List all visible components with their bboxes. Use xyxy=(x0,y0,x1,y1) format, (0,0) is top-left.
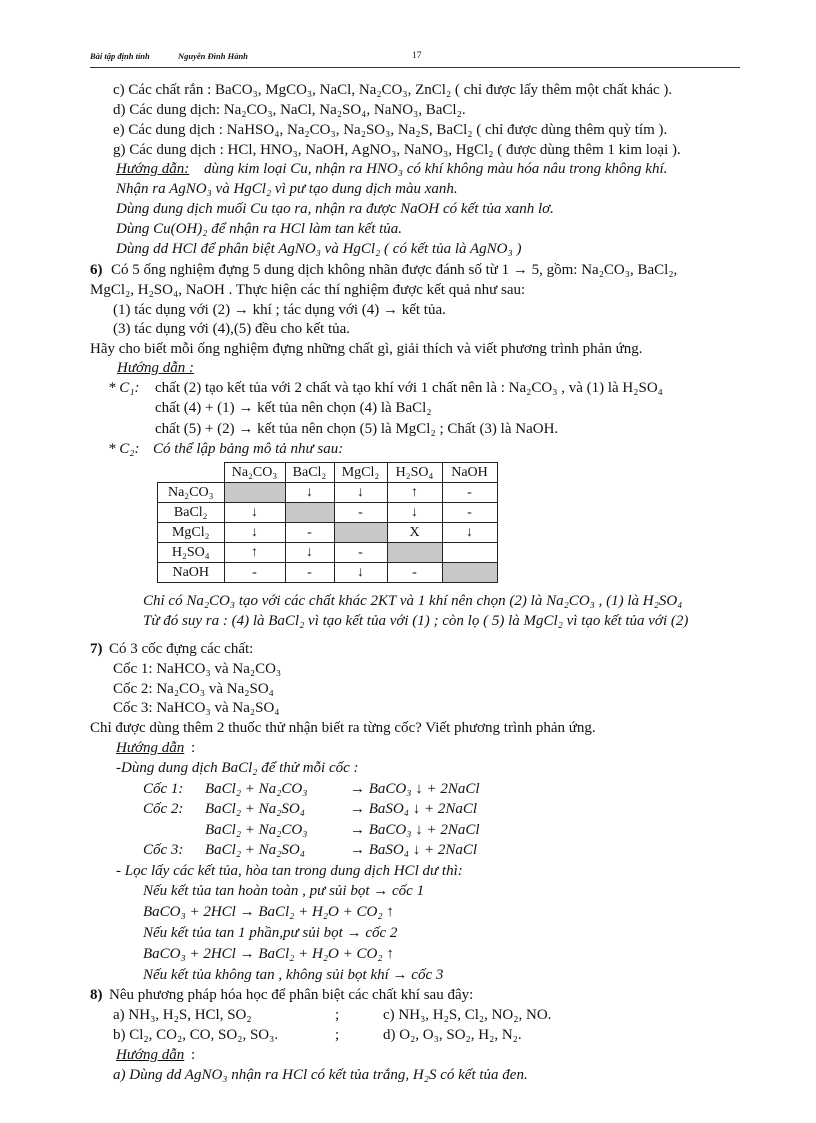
text-line: Từ đó suy ra : (4) là BaCl₂ vì tạo kết tủa với (1) ; còn lọ ( 5) là MgCl₂ vì tạo kết tủa với (2) xyxy=(143,613,689,629)
table-cell: ↓ xyxy=(334,483,387,503)
text-line: Nếu kết tủa tan 1 phần,pư sủi bọt → cốc 2 xyxy=(143,925,398,941)
guide-heading: Hướng dẫn : xyxy=(117,360,195,376)
table-cell xyxy=(285,503,334,523)
text-line: g) Các dung dịch : HCl, HNO₃, NaOH, AgNO₃, NaNO₃, HgCl₂ ( được dùng thêm 1 kim loại ). xyxy=(113,142,681,158)
table-cell: ↓ xyxy=(224,523,285,543)
table-corner xyxy=(158,463,225,483)
guide-heading: Hướng dẫn: xyxy=(116,161,190,177)
text-line: Chỉ có Na₂CO₃ tạo với các chất khác 2KT và 1 khí nên chọn (2) là Na₂CO₃ , (1) là H₂SO₄ xyxy=(143,593,683,609)
method-label: * C₁: xyxy=(108,380,140,396)
header-author: Nguyễn Đình Hành xyxy=(178,51,248,61)
text-line: Nếu kết tủa không tan , không sủi bọt khí → cốc 3 xyxy=(143,967,444,983)
table-row xyxy=(158,543,498,563)
text-line: MgCl₂, H₂SO₄, NaOH . Thực hiện các thí nghiệm được kết quả như sau: xyxy=(90,282,526,298)
equation-products: → BaCO₃ ↓ + 2NaCl xyxy=(350,781,480,797)
text-line: - Lọc lấy các kết tủa, hòa tan trong dung dịch HCl dư thì: xyxy=(116,863,463,879)
column-header: NaOH xyxy=(442,463,497,483)
question-number: 8) xyxy=(90,987,103,1003)
text-line: Có 3 cốc đựng các chất: xyxy=(109,641,254,657)
column-header: MgCl₂ xyxy=(334,463,387,483)
header-title: Bài tập định tính xyxy=(90,51,150,61)
text-line: : xyxy=(191,1047,196,1063)
table-cell xyxy=(442,563,497,583)
row-header: H₂SO₄ xyxy=(158,543,225,563)
option-b: b) Cl₂, CO₂, CO, SO₂, SO₃. xyxy=(113,1027,279,1043)
column-header: BaCl₂ xyxy=(285,463,334,483)
text-line: Hãy cho biết mỗi ống nghiệm đựng những chất gì, giải thích và viết phương trình phản ứng. xyxy=(90,341,643,357)
equation-products: → BaSO₄ ↓ + 2NaCl xyxy=(350,842,478,858)
page-number: 17 xyxy=(412,51,422,61)
table-cell: ↓ xyxy=(224,503,285,523)
equation-products: → BaSO₄ ↓ + 2NaCl xyxy=(350,801,478,817)
column-header: Na₂CO₃ xyxy=(224,463,285,483)
question-number: 7) xyxy=(90,641,103,657)
method-label: * C₂: xyxy=(108,441,140,457)
equation-reactants: BaCl₂ + Na₂SO₄ xyxy=(205,842,305,858)
table-cell xyxy=(387,543,442,563)
text-line: Chỉ được dùng thêm 2 thuốc thử nhận biết ra từng cốc? Viết phương trình phản ứng. xyxy=(90,720,596,736)
equation-line: BaCO₃ + 2HCl → BaCl₂ + H₂O + CO₂ ↑ xyxy=(143,946,394,962)
text-line: chất (5) + (2) → kết tủa nên chọn (5) là MgCl₂ ; Chất (3) là NaOH. xyxy=(155,421,559,437)
table-cell: - xyxy=(334,543,387,563)
text-line: Có 5 ống nghiệm đựng 5 dung dịch không nhãn được đánh số từ 1 → 5, gồm: Na₂CO₃, BaCl₂, xyxy=(111,262,678,278)
table-cell: ↓ xyxy=(387,503,442,523)
reaction-table xyxy=(157,462,498,583)
table-row xyxy=(158,483,498,503)
text-line: Dùng dd HCl để phân biệt AgNO₃ và HgCl₂ ( có kết tủa là AgNO₃ ) xyxy=(116,241,522,257)
text-line: e) Các dung dịch : NaHSO₄, Na₂CO₃, Na₂SO₃, Na₂S, BaCl₂ ( chỉ được dùng thêm quỳ tím ). xyxy=(113,122,668,138)
text-line: Nếu kết tủa tan hoàn toàn , pư sủi bọt → cốc 1 xyxy=(143,883,425,899)
table-cell: - xyxy=(285,523,334,543)
row-header: MgCl₂ xyxy=(158,523,225,543)
table-cell: ↑ xyxy=(224,543,285,563)
text-line: Nêu phương pháp hóa học để phân biệt các chất khí sau đây: xyxy=(109,987,474,1003)
cup-label: Cốc 3: xyxy=(143,842,184,858)
option-c: c) NH₃, H₂S, Cl₂, NO₂, NO. xyxy=(383,1007,552,1023)
text-line: -Dùng dung dịch BaCl₂ để thử mỗi cốc : xyxy=(116,760,359,776)
option-d: d) O₂, O₃, SO₂, H₂, N₂. xyxy=(383,1027,522,1043)
table-cell: ↓ xyxy=(334,563,387,583)
text-line: c) Các chất rắn : BaCO₃, MgCO₃, NaCl, Na₂CO₃, ZnCl₂ ( chỉ được lấy thêm một chất khác ). xyxy=(113,82,673,98)
equation-reactants: BaCl₂ + Na₂SO₄ xyxy=(205,801,305,817)
cup-label: Cốc 2: xyxy=(143,801,184,817)
table-cell: ↓ xyxy=(442,523,497,543)
text-line: Dùng Cu(OH)₂ để nhận ra HCl làm tan kết tủa. xyxy=(116,221,403,237)
text-line: Nhận ra AgNO₃ và HgCl₂ vì pư tạo dung dịch màu xanh. xyxy=(116,181,458,197)
guide-heading: Hướng dẫn xyxy=(116,1047,185,1063)
cup-label: Cốc 1: xyxy=(143,781,184,797)
text-line: Dùng dung dịch muối Cu tạo ra, nhận ra được NaOH có kết tủa xanh lơ. xyxy=(116,201,554,217)
table-cell xyxy=(334,523,387,543)
table-cell: ↑ xyxy=(387,483,442,503)
guide-heading: Hướng dẫn xyxy=(116,740,185,756)
table-cell: - xyxy=(442,503,497,523)
table-cell xyxy=(442,543,497,563)
separator: ; xyxy=(335,1007,340,1023)
equation-line: BaCO₃ + 2HCl → BaCl₂ + H₂O + CO₂ ↑ xyxy=(143,904,394,920)
text-line: dùng kim loại Cu, nhận ra HNO₃ có khí không màu hóa nâu trong không khí. xyxy=(204,161,668,177)
text-line: Cốc 1: NaHCO₃ và Na₂CO₃ xyxy=(113,661,282,677)
row-header: Na₂CO₃ xyxy=(158,483,225,503)
table-header-row xyxy=(158,463,498,483)
separator: ; xyxy=(335,1027,340,1043)
column-header: H₂SO₄ xyxy=(387,463,442,483)
table-cell xyxy=(224,483,285,503)
table-cell: X xyxy=(387,523,442,543)
table-cell: - xyxy=(442,483,497,503)
table-cell: ↓ xyxy=(285,543,334,563)
table-cell: - xyxy=(334,503,387,523)
row-header: BaCl₂ xyxy=(158,503,225,523)
table-row xyxy=(158,523,498,543)
equation-products: → BaCO₃ ↓ + 2NaCl xyxy=(350,822,480,838)
table-row xyxy=(158,503,498,523)
table-cell: ↓ xyxy=(285,483,334,503)
text-line: d) Các dung dịch: Na₂CO₃, NaCl, Na₂SO₄, NaNO₃, BaCl₂. xyxy=(113,102,466,118)
text-line: chất (2) tạo kết tủa với 2 chất và tạo khí với 1 chất nên là : Na₂CO₃ , và (1) là H₂SO₄ xyxy=(155,380,663,396)
text-line: Cốc 2: Na₂CO₃ và Na₂SO₄ xyxy=(113,681,274,697)
table-row xyxy=(158,563,498,583)
equation-reactants: BaCl₂ + Na₂CO₃ xyxy=(205,781,308,797)
text-line: chất (4) + (1) → kết tủa nên chọn (4) là BaCl₂ xyxy=(155,400,432,416)
table-cell: - xyxy=(387,563,442,583)
question-number: 6) xyxy=(90,262,103,278)
text-line: Có thể lập bảng mô tả như sau: xyxy=(153,441,344,457)
table-cell: - xyxy=(224,563,285,583)
page-header xyxy=(90,47,740,68)
equation-reactants: BaCl₂ + Na₂CO₃ xyxy=(205,822,308,838)
table-cell: - xyxy=(285,563,334,583)
text-line: (1) tác dụng với (2) → khí ; tác dụng với (4) → kết tủa. xyxy=(113,302,446,318)
text-line: Cốc 3: NaHCO₃ và Na₂SO₄ xyxy=(113,700,280,716)
text-line: a) Dùng dd AgNO₃ nhận ra HCl có kết tủa trắng, H₂S có kết tủa đen. xyxy=(113,1067,528,1083)
option-a: a) NH₃, H₂S, HCl, SO₂ xyxy=(113,1007,252,1023)
row-header: NaOH xyxy=(158,563,225,583)
text-line: (3) tác dụng với (4),(5) đều cho kết tủa. xyxy=(113,321,351,337)
text-line: : xyxy=(191,740,196,756)
